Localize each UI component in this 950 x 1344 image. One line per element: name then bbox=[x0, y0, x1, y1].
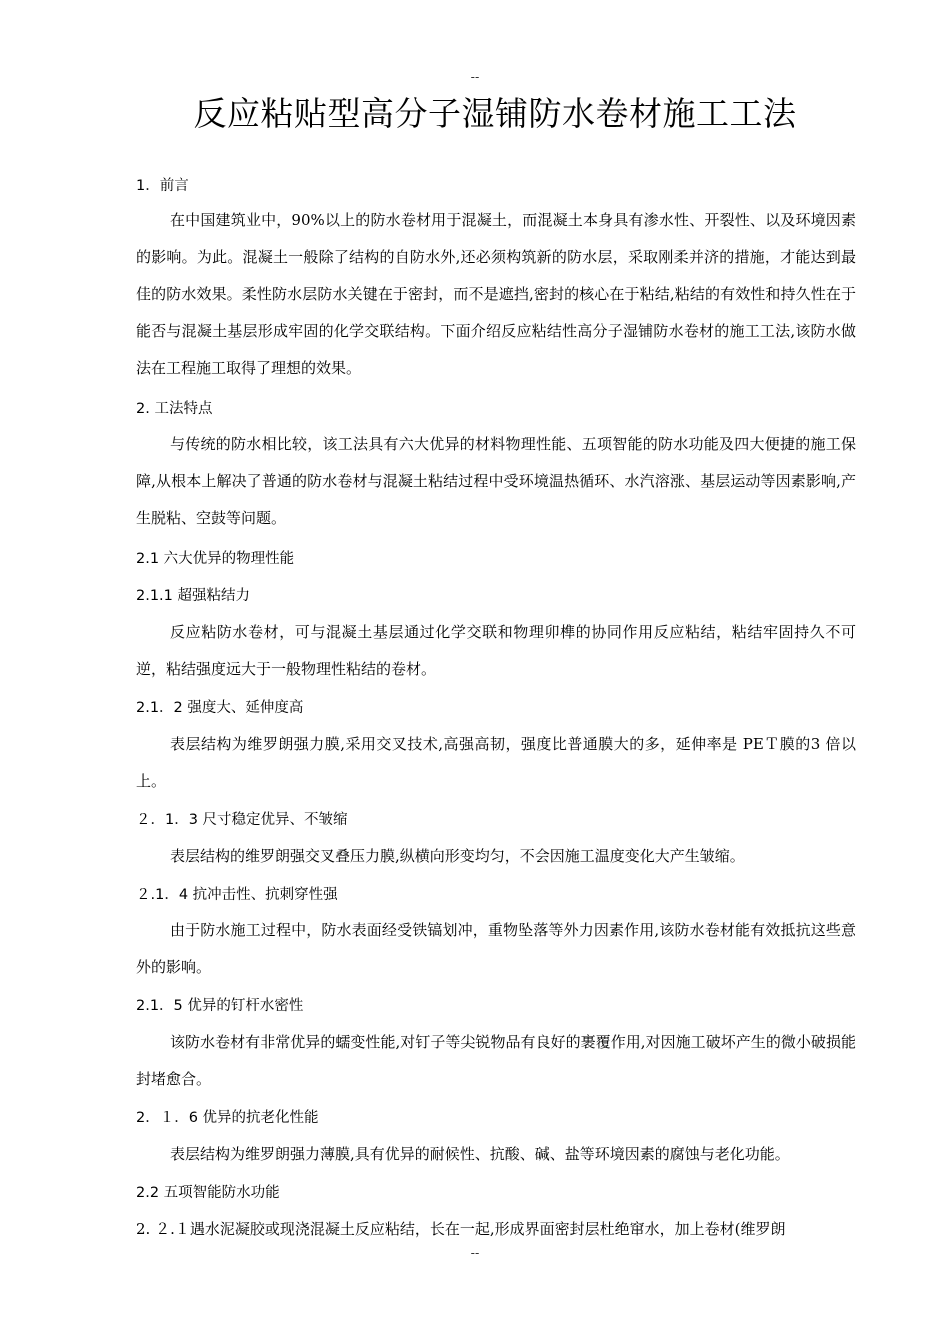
page-mark-bottom: -- bbox=[470, 1246, 480, 1260]
paragraph-2-2-1: 2. ２.１遇水泥凝胶或现浇混凝土反应粘结，长在一起,形成界面密封层杜绝窜水，加上卷材(维罗朗 bbox=[136, 1220, 786, 1238]
document-title: 反应粘贴型高分子湿铺防水卷材施工工法 bbox=[193, 94, 797, 133]
page-mark-top: -- bbox=[470, 70, 480, 84]
heading-2-1-5: 2.1．5 优异的钉杆水密性 bbox=[136, 998, 304, 1014]
paragraph-2-1-4: 由于防水施工过程中，防水表面经受铁镐划冲，重物坠落等外力因素作用,该防水卷材能有效抵抗这些意外的影响。 bbox=[136, 921, 856, 976]
paragraph-2-1-1: 反应粘防水卷材，可与混凝土基层通过化学交联和物理卯榫的协同作用反应粘结，粘结牢固持久不可逆，粘结强度远大于一般物理性粘结的卷材。 bbox=[136, 623, 856, 678]
paragraph-2-1-6: 表层结构为维罗朗强力薄膜,具有优异的耐候性、抗酸、碱、盐等环境因素的腐蚀与老化功能。 bbox=[170, 1145, 790, 1163]
paragraph-2: 与传统的防水相比较，该工法具有六大优异的材料物理性能、五项智能的防水功能及四大便捷的施工保障,从根本上解决了普通的防水卷材与混凝土粘结过程中受环境温热循环、水汽溶涨、基层运动等因素影响,产生脱粘、空鼓等问题。 bbox=[136, 435, 856, 527]
paragraph-2-1-5: 该防水卷材有非常优异的蠕变性能,对钉子等尖锐物品有良好的裹覆作用,对因施工破坏产生的微小破损能封堵愈合。 bbox=[136, 1033, 856, 1088]
paragraph-1: 在中国建筑业中，90%以上的防水卷材用于混凝土，而混凝土本身具有渗水性、开裂性、以及环境因素的影响。为此。混凝土一般除了结构的自防水外,还必须构筑新的防水层，采取刚柔并济的措施，才能达到最佳的防水效果。柔性防水层防水关键在于密封，而不是遮挡,密封的核心在于粘结,粘结的有效性和持久性在于能否与混凝土基层形成牢固的化学交联结构。下面介绍反应粘结性高分子湿铺防水卷材的施工工法,该防水做法在工程施工取得了理想的效果。 bbox=[136, 211, 856, 377]
heading-2-2: 2.2 五项智能防水功能 bbox=[136, 1185, 280, 1201]
paragraph-2-1-2: 表层结构为维罗朗强力膜,采用交叉技术,高强高韧，强度比普通膜大的多，延伸率是 PEＴ膜的3 倍以上。 bbox=[136, 735, 856, 790]
heading-2-1: 2.1 六大优异的物理性能 bbox=[136, 551, 295, 567]
heading-2-1-1: 2.1.1 超强粘结力 bbox=[136, 588, 251, 604]
heading-1: 1．前言 bbox=[136, 178, 189, 194]
heading-2-1-6: 2．１．6 优异的抗老化性能 bbox=[136, 1110, 319, 1126]
paragraph-2-1-3: 表层结构的维罗朗强交叉叠压力膜,纵横向形变均匀，不会因施工温度变化大产生皱缩。 bbox=[170, 847, 745, 865]
heading-2-1-4: ２.1．4 抗冲击性、抗刺穿性强 bbox=[136, 887, 338, 903]
heading-2-1-2: 2.1．2 强度大、延伸度高 bbox=[136, 700, 304, 716]
heading-2: 2. 工法特点 bbox=[136, 401, 213, 417]
heading-2-1-3: ２．1．3 尺寸稳定优异、不皱缩 bbox=[136, 812, 348, 828]
